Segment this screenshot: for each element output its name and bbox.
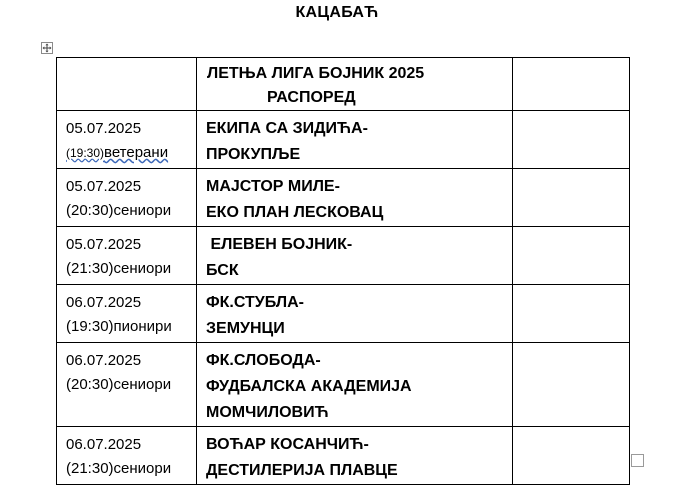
date-time-cell[interactable]	[57, 227, 197, 285]
match-time-category	[66, 141, 196, 165]
match-teams-cell[interactable]	[197, 343, 513, 427]
schedule-label: РАСПОРЕД	[267, 89, 356, 106]
header-extra-cell[interactable]	[513, 58, 630, 111]
extra-cell[interactable]	[513, 285, 630, 343]
extra-cell[interactable]	[513, 227, 630, 285]
match-time-category	[66, 457, 196, 481]
match-date: 05.07.2025	[66, 236, 142, 253]
date-time-cell[interactable]	[57, 111, 197, 169]
table-row	[57, 427, 630, 485]
extra-cell[interactable]	[513, 343, 630, 427]
home-team: ЕКИПА СА ЗИДИЋА-	[206, 120, 368, 137]
table-row	[57, 111, 630, 169]
match-teams-cell[interactable]	[197, 227, 513, 285]
match-category: ветерани	[104, 144, 169, 161]
match-category: сениори	[113, 376, 172, 393]
away-team: ФУДБАЛСКА АКАДЕМИЈА	[206, 378, 412, 395]
match-date: 05.07.2025	[66, 178, 142, 195]
schedule-table	[56, 57, 630, 485]
extra-cell[interactable]	[513, 169, 630, 227]
away-team: ЗЕМУНЦИ	[206, 320, 285, 337]
home-team: ЕЛЕВЕН БОЈНИК-	[206, 236, 353, 253]
match-time: (21:30)	[66, 460, 114, 477]
match-category: пионири	[113, 318, 172, 335]
table-row	[57, 169, 630, 227]
match-time: (20:30)	[66, 376, 114, 393]
match-time-category	[66, 373, 196, 397]
extra-cell[interactable]	[513, 427, 630, 485]
home-team: ВОЋАР КОСАНЧИЋ-	[206, 436, 369, 453]
match-time-category	[66, 199, 196, 223]
date-time-cell[interactable]	[57, 285, 197, 343]
league-title: ЛЕТЊА ЛИГА БОЈНИК 2025	[207, 65, 425, 82]
match-category: сениори	[113, 260, 172, 277]
table-row	[57, 343, 630, 427]
match-teams-cell[interactable]	[197, 169, 513, 227]
date-time-cell[interactable]	[57, 343, 197, 427]
match-time: (21:30)	[66, 260, 114, 277]
match-time: (20:30)	[66, 202, 114, 219]
match-teams-cell[interactable]	[197, 111, 513, 169]
table-row	[57, 285, 630, 343]
match-date: 05.07.2025	[66, 120, 142, 137]
table-header-row	[57, 58, 630, 111]
home-team: МАЈСТОР МИЛЕ-	[206, 178, 340, 195]
away-team: БСК	[206, 262, 239, 279]
match-date: 06.07.2025	[66, 294, 142, 311]
table-resize-handle-icon[interactable]	[631, 454, 644, 467]
match-time-category	[66, 315, 196, 339]
match-date: 06.07.2025	[66, 352, 142, 369]
match-time: (19:30)	[66, 146, 105, 160]
match-teams-cell[interactable]	[197, 285, 513, 343]
away-team: ПРОКУПЉЕ	[206, 146, 301, 163]
date-time-cell[interactable]	[57, 169, 197, 227]
match-time: (19:30)	[66, 318, 114, 335]
match-category: сениори	[113, 460, 172, 477]
document-title: КАЦАБАЋ	[295, 4, 379, 21]
table-move-handle-icon[interactable]	[41, 42, 53, 54]
home-team: ФК.СЛОБОДА-	[206, 352, 321, 369]
match-teams-cell[interactable]	[197, 427, 513, 485]
date-time-cell[interactable]	[57, 427, 197, 485]
away-team: ЕКО ПЛАН ЛЕСКОВАЦ	[206, 204, 384, 221]
header-empty-cell[interactable]	[57, 58, 197, 111]
home-team: ФК.СТУБЛА-	[206, 294, 304, 311]
league-header-cell[interactable]	[197, 58, 513, 111]
away-team-continued: МОМЧИЛОВИЋ	[206, 404, 329, 421]
match-time-category	[66, 257, 196, 281]
match-date: 06.07.2025	[66, 436, 142, 453]
extra-cell[interactable]	[513, 111, 630, 169]
match-category: сениори	[113, 202, 172, 219]
table-row	[57, 227, 630, 285]
away-team: ДЕСТИЛЕРИЈА ПЛАВЦЕ	[206, 462, 398, 479]
